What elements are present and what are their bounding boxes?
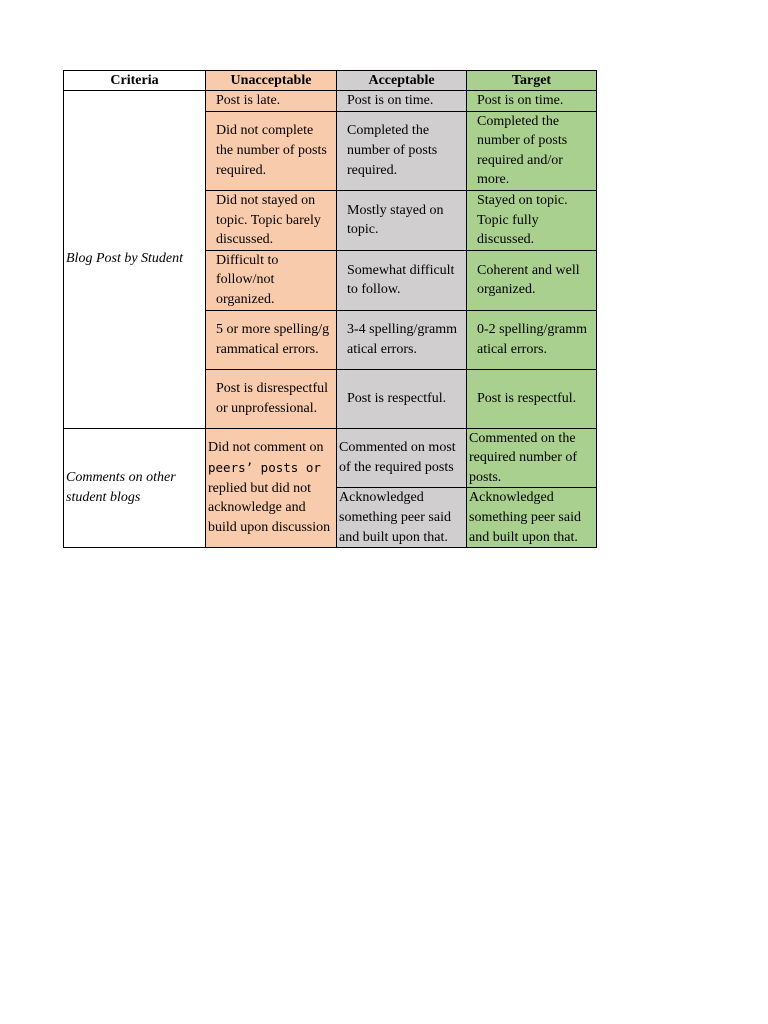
table-row [64,91,597,112]
cell-target: Post is on time. [467,91,597,112]
cell-acceptable: Post is on time. [337,91,467,112]
header-criteria: Criteria [64,71,206,91]
cell-unacceptable: 5 or more spelling/grammatical errors. [206,310,337,369]
cell-unacceptable-line-b: peers’ posts or [208,459,321,475]
cell-acceptable: Mostly stayed on topic. [337,190,467,250]
header-target: Target [467,71,597,91]
criteria-blog-post: Blog Post by Student [64,91,206,429]
cell-acceptable: Post is respectful. [337,369,467,428]
cell-unacceptable: Post is disrespectful or unprofessional. [206,369,337,428]
header-row [64,71,597,91]
cell-acceptable: Commented on most of the required posts [337,428,467,488]
criteria-comments: Comments on other student blogs [64,428,206,548]
header-acceptable: Acceptable [337,71,467,91]
cell-target: Acknowledged something peer said and built upon that. [467,488,597,548]
cell-acceptable: 3-4 spelling/grammatical errors. [337,310,467,369]
cell-target: 0-2 spelling/grammatical errors. [467,310,597,369]
cell-acceptable: Completed the number of posts required. [337,111,467,190]
cell-unacceptable-line-c: replied but did not acknowledge and build upon discussion [208,480,331,535]
cell-unacceptable [206,428,337,548]
cell-target: Completed the number of posts required and/or more. [467,111,597,190]
cell-unacceptable-line-a: Did not comment on [208,440,324,456]
cell-acceptable: Acknowledged something peer said and built upon that. [337,488,467,548]
rubric-table [63,70,597,548]
cell-target: Post is respectful. [467,369,597,428]
cell-target: Commented on the required number of posts. [467,428,597,488]
header-unacceptable: Unacceptable [206,71,337,91]
cell-unacceptable: Post is late. [206,91,337,112]
cell-unacceptable: Did not stayed on topic. Topic barely discussed. [206,190,337,250]
cell-unacceptable: Did not complete the number of posts required. [206,111,337,190]
cell-target: Stayed on topic. Topic fully discussed. [467,190,597,250]
table-row [64,428,597,488]
cell-target: Coherent and well organized. [467,250,597,310]
cell-unacceptable: Difficult to follow/not organized. [206,250,337,310]
cell-acceptable: Somewhat difficult to follow. [337,250,467,310]
